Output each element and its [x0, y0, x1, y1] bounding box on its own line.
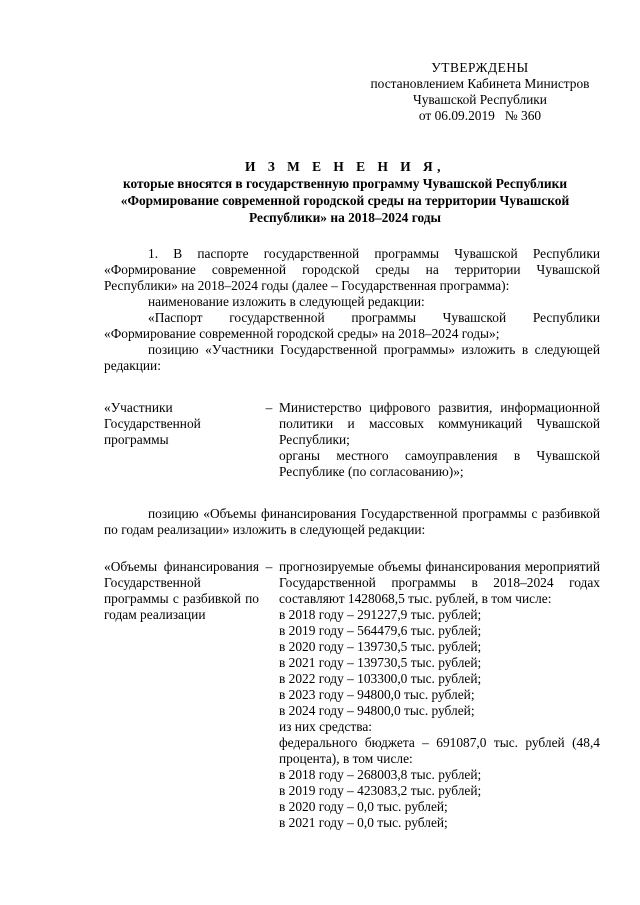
approval-line: Чувашской Республики: [413, 92, 547, 107]
participants-label: «Участники Государственной программы: [104, 400, 201, 447]
funding-intro: прогнозируемые объемы финансирования мероприятий Государственной программы в 2018–2024 годах составляют 1428068,5 тыс. рублей, в том числе:: [279, 559, 600, 606]
paragraph: позицию «Объемы финансирования Государственной программы с разбивкой по годам реализации» изложить в следующей редакции:: [104, 506, 600, 537]
federal-year: в 2019 году – 423083,2 тыс. рублей;: [279, 783, 482, 798]
funding-federal: федерального бюджета – 691087,0 тыс. рублей (48,4 процента), в том числе:: [279, 735, 600, 766]
title-heading: И З М Е Н Е Н И Я,: [244, 159, 446, 174]
dash: –: [265, 400, 273, 415]
federal-year: в 2021 году – 0,0 тыс. рублей;: [279, 815, 448, 830]
funding-row: [104, 559, 600, 831]
funding-year: в 2024 году – 94800,0 тыс. рублей;: [279, 703, 475, 718]
funding-values: [279, 559, 600, 831]
funding-sources: из них средства:: [279, 719, 373, 734]
participant-item: Министерство цифрового развития, информационной политики и массовых коммуникаций Чувашской Республики;: [279, 400, 600, 447]
paragraph: позицию «Участники Государственной программы» изложить в следующей редакции:: [104, 342, 600, 373]
funding-year: в 2018 году – 291227,9 тыс. рублей;: [279, 607, 482, 622]
funding-year: в 2021 году – 139730,5 тыс. рублей;: [279, 655, 482, 670]
paragraph: «Паспорт государственной программы Чувашской Республики «Формирование современной городской среды» на 2018–2024 годы»;: [104, 310, 600, 341]
paragraph: наименование изложить в следующей редакции:: [148, 294, 425, 309]
approval-date: от 06.09.2019 № 360: [418, 108, 542, 123]
approval-block: [360, 60, 600, 124]
participants-row: [104, 400, 600, 480]
federal-year: в 2020 году – 0,0 тыс. рублей;: [279, 799, 448, 814]
funding-year: в 2020 году – 139730,5 тыс. рублей;: [279, 639, 482, 654]
funding-label: «Объемы финансирования Государственной программы с разбивкой по годам реализации: [104, 559, 259, 622]
funding-year: в 2022 году – 103300,0 тыс. рублей;: [279, 671, 482, 686]
title-line: которые вносятся в государственную программу Чувашской Республики: [122, 176, 568, 191]
document-body: [104, 246, 600, 831]
funding-year: в 2019 году – 564479,6 тыс. рублей;: [279, 623, 482, 638]
dash: –: [265, 559, 273, 574]
document-title: [90, 158, 600, 226]
federal-year: в 2018 году – 268003,8 тыс. рублей;: [279, 767, 482, 782]
approval-heading: УТВЕРЖДЕНЫ: [431, 60, 529, 75]
funding-year: в 2023 году – 94800,0 тыс. рублей;: [279, 687, 475, 702]
participant-item: органы местного самоуправления в Чувашской Республике (по согласованию)»;: [279, 448, 600, 479]
approval-line: постановлением Кабинета Министров: [370, 76, 590, 91]
participants-values: [279, 400, 600, 480]
title-line: «Формирование современной городской среды на территории Чувашской Республики» на 2018–2024 годы: [120, 193, 570, 225]
paragraph: 1. В паспорте государственной программы Чувашской Республики «Формирование современной городской среды на территории Чувашской Республики» на 2018–2024 годы (далее – Государственная программа):: [104, 246, 600, 293]
